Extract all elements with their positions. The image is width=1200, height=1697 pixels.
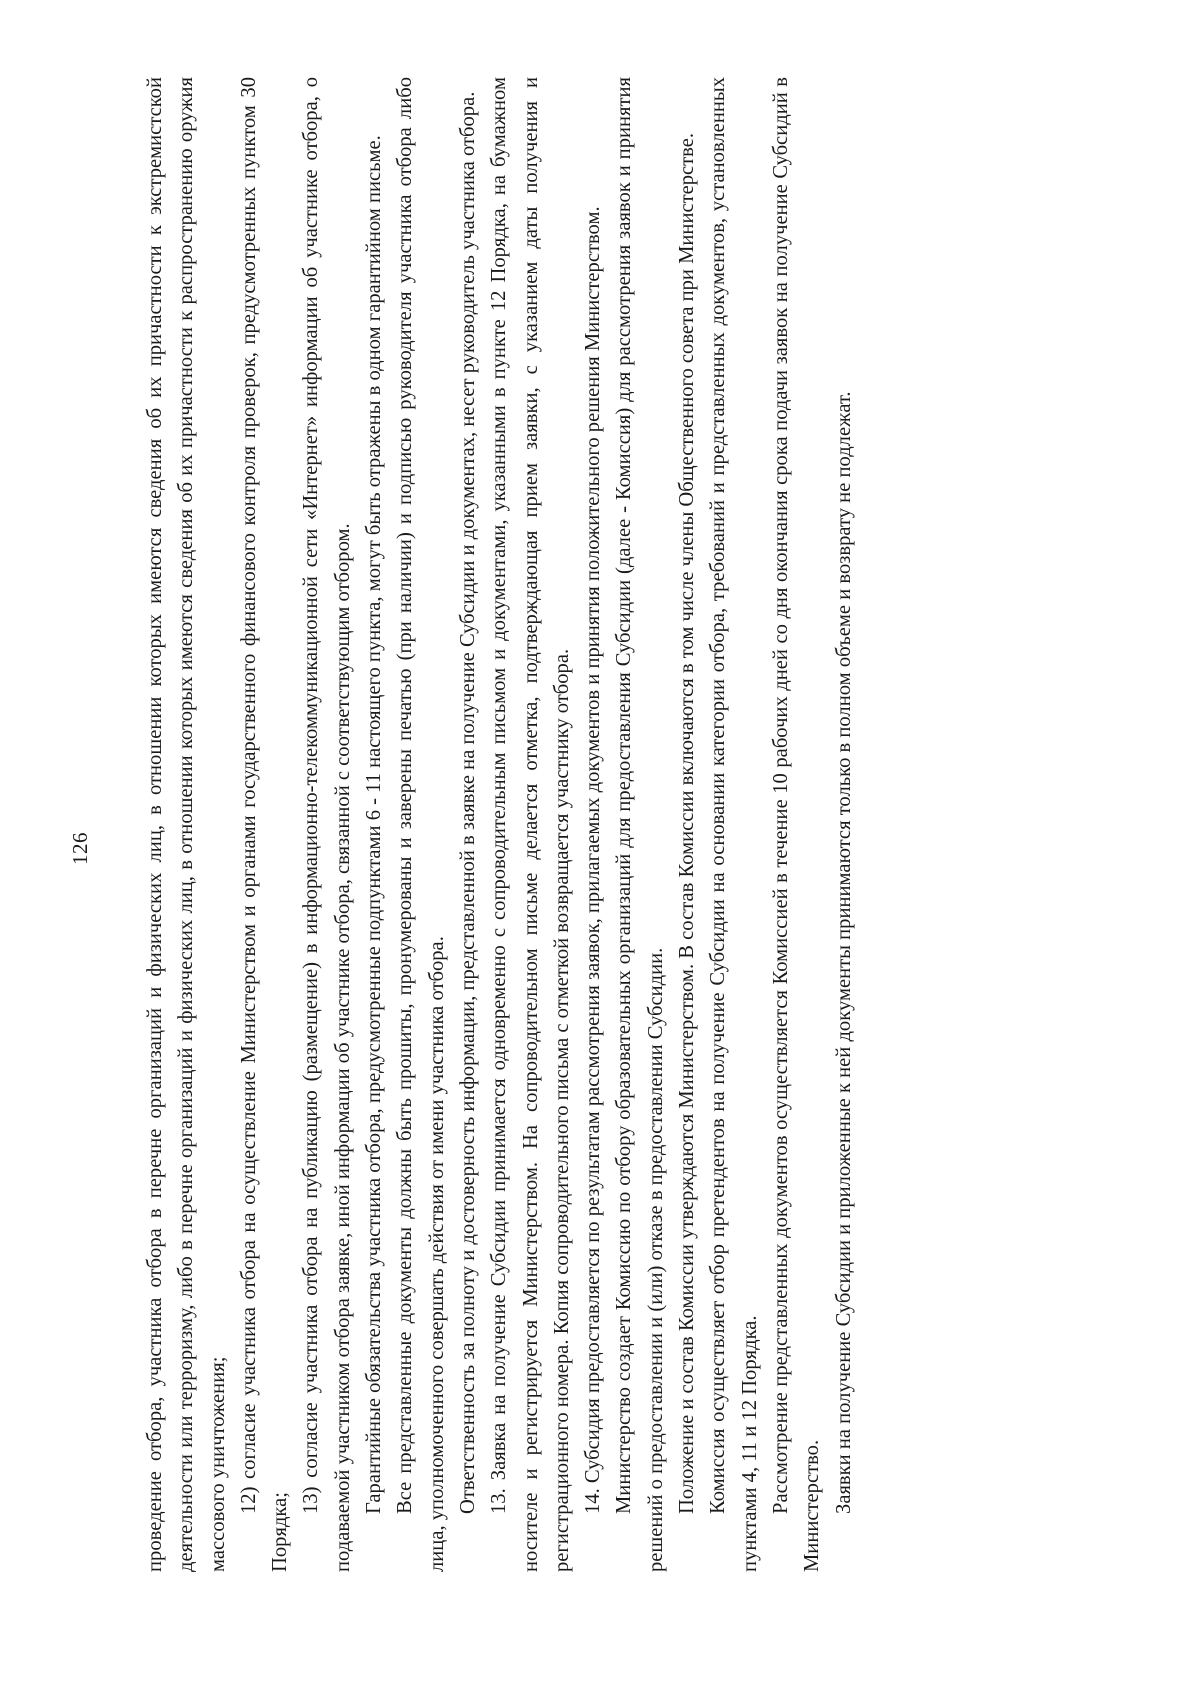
paragraph: Положение и состав Комиссии утверждаются Министерством. В состав Комиссии включаются в том числе члены Общественного совета при Министерстве.: [676, 132, 699, 1514]
paragraph: 12) согласие участника отбора на осуществление Министерством и органами государственного финансового контроля проверок, предусмотренных пунктом 30 Порядка;: [237, 77, 292, 1572]
paragraph: Ответственность за полноту и достоверность информации, представленной в заявке на получение Субсидии и документах, несет руководитель участника отбора.: [456, 91, 479, 1514]
paragraph: проведение отбора, участника отбора в перечне организаций и физических лиц, в отношении которых имеются сведения об их причастности к экстремистской деятельности или терроризму, либо в перечне организаций и физических лиц, в отношении которых имеются сведения об их причастности к распространению оружия массового уничтожения;: [144, 77, 229, 1572]
page-number: 126: [68, 832, 92, 865]
paragraph: Гарантийные обязательства участника отбора, предусмотренные подпунктами 6 - 11 настоящего пункта, могут быть отражены в одном гарантийном письме.: [363, 135, 386, 1514]
paragraph: 14. Субсидия предоставляется по результатам рассмотрения заявок, прилагаемых документов и принятия положительного решения Министерством.: [582, 206, 605, 1514]
paragraph: Заявки на получение Субсидии и приложенные к ней документы принимаются только в полном объеме и возврату не подлежат.: [832, 391, 855, 1514]
body-text: [140, 77, 860, 1572]
paragraph: Министерство создает Комиссию по отбору образовательных организаций для предоставления Субсидии (далее - Комиссия) для рассмотрения заявок и принятия решений о предоставлении и (или) отказе в предоставлении Субсидии.: [613, 77, 667, 1572]
paragraph: Комиссия осуществляет отбор претендентов на получение Субсидии на основании категории отбора, требований и представленных документов, установленных пунктами 4, 11 и 12 Порядка.: [707, 77, 761, 1572]
paragraph: 13. Заявка на получение Субсидии принимается одновременно с сопроводительным письмом и документами, указанными в пункте 12 Порядка, на бумажном носителе и регистрируется Министерством. На сопроводительном письме делается отметка, подтверждающая прием заявки, с указанием даты получения и регистрационного номера. Копия сопроводительного письма с отметкой возвращается участнику отбора.: [488, 77, 573, 1572]
paragraph: 13) согласие участника отбора на публикацию (размещение) в информационно-телекоммуникационной сети «Интернет» информации об участнике отбора, о подаваемой участником отбора заявке, иной информации об участнике отбора, связанной с соответствующим отбором.: [300, 77, 354, 1572]
paragraph: Все представленные документы должны быть прошиты, пронумерованы и заверены печатью (при наличии) и подписью руководителя участника отбора либо лица, уполномоченного совершать действия от имени участника отбора.: [394, 77, 448, 1572]
paragraph: Рассмотрение представленных документов осуществляется Комиссией в течение 10 рабочих дней со дня окончания срока подачи заявок на получение Субсидий в Министерство.: [769, 77, 824, 1572]
